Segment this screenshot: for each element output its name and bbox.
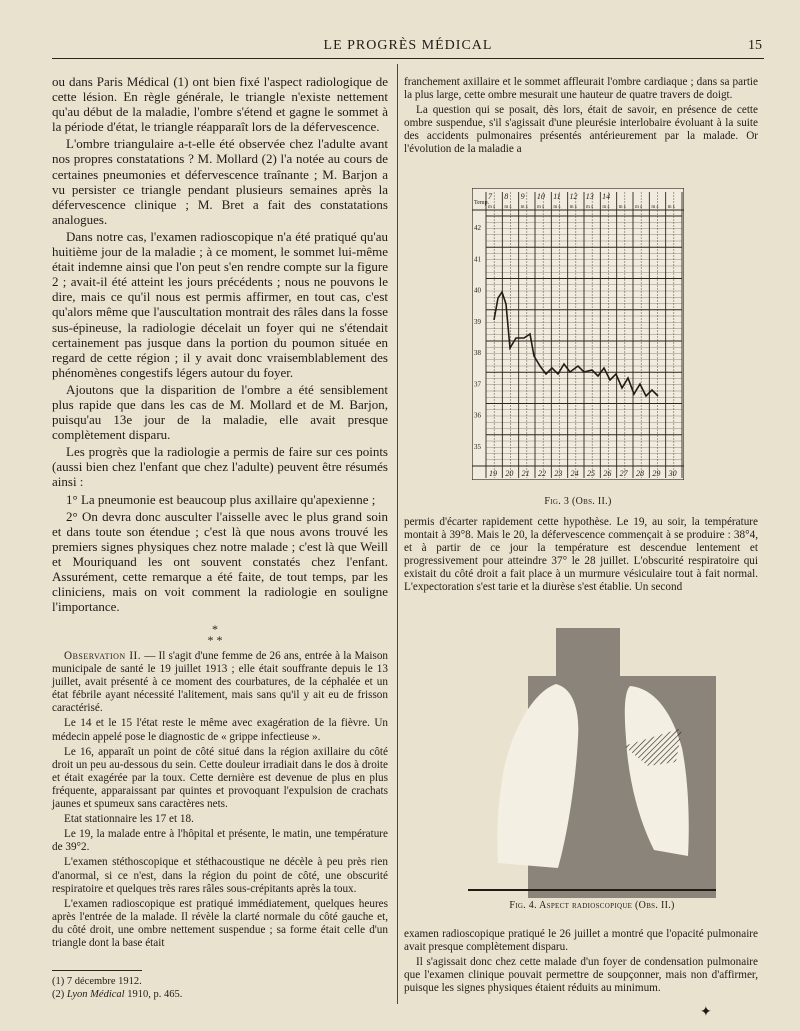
paragraph: L'examen stéthoscopique et stéthacoustique ne décèle à peu près rien d'anormal, si ce n'est, dans la région du point de côté, une obscurité respiratoire et quelques très rares râles sous-crépitants après la toux.: [52, 856, 388, 895]
paragraph: franchement axillaire et le sommet affleurait l'ombre cardiaque ; dans sa partie la plus large, cette ombre mesurait une hauteur de quatre travers de doigt.: [404, 76, 758, 102]
top-date-label: 11: [553, 192, 561, 201]
paragraph: examen radioscopique pratiqué le 26 juillet a montré que l'opacité pulmonaire avait presque complètement disparu.: [404, 928, 758, 954]
page-number: 15: [748, 38, 762, 53]
y-tick-label: 36: [474, 411, 481, 420]
paragraph: La question qui se posait, dès lors, était de savoir, en présence de cette ombre suspendue, s'il s'agissait d'une pleurésie interlobaire évoluant à la suite des accidents pulmonaires présentés antérieurement par la malade. Or l'évolution de la maladie a: [404, 104, 758, 156]
temperature-chart: [472, 188, 684, 480]
paragraph: L'ombre triangulaire a-t-elle été observée chez l'adulte avant nos propres constatations ? M. Mollard (2) l'a notée au cours de certaines pneumonies et défervescence traînante ; M. Barjon a vu persister ce triangle pendant plusieurs semaines après la défervescence clinique ; M. Bret a fait des constatations analogues.: [52, 136, 388, 227]
text: — Il s'agit d'une femme de 26 ans, entrée à la Maison municipale de santé le 19 juillet 1913 ; elle était souffrante depuis le 13 juillet, avait présenté à ce moment des courbatures, de la céphalée et un état fébrile ayant nécessité l'alitement, mais sans qu'il y ait eu de frisson caractérisé.: [52, 650, 389, 715]
paragraph: Ajoutons que la disparition de l'ombre a été sensiblement plus rapide que dans les cas de M. Mollard et de M. Barjon, puisqu'au 13e jour de la maladie, elle avait presque complètement disparu.: [52, 381, 388, 443]
bottom-date-label: 21: [521, 469, 530, 478]
stars: * *: [207, 633, 223, 647]
ornament-icon: ✦: [700, 1005, 712, 1020]
header-rule: [52, 58, 764, 59]
top-date-label: 9: [520, 192, 525, 201]
right-column-top: [404, 76, 758, 159]
bottom-date-label: 22: [538, 469, 546, 478]
paragraph: ou dans Paris Médical (1) ont bien fixé l'aspect radiologique de cette lésion. En règle générale, le triangle n'existe nettement qu'au début de la maladie, l'ombre s'étend et gagne le sommet à la période d'état, le triangle réapparaît lors de la défervescence.: [52, 74, 388, 135]
ms-label: m s: [569, 205, 577, 210]
paragraph: Le 19, la malade entre à l'hôpital et présente, le matin, une température de 39°2.: [52, 828, 388, 854]
ms-label: m s: [618, 205, 626, 210]
footnotes: [52, 975, 182, 1001]
ms-label: m s: [651, 205, 659, 210]
radioscopic-illustration: [468, 628, 716, 898]
bottom-date-label: 28: [636, 469, 644, 478]
top-date-label: 13: [585, 192, 594, 201]
paragraph: permis d'écarter rapidement cette hypothèse. Le 19, au soir, la température montait à 39°8. Mais le 20, la défervescence commençait à se produire : 38°4, et à partir de ce jour la température est descendue lentement et progressivement pour atteindre 37° le 28 juillet. L'obscurité respiratoire qui existait du côté droit a fait place à un murmure vésiculaire tout à fait normal. L'expectoration s'est tarie et la diurèse s'est établie. Un second: [404, 516, 758, 594]
bottom-date-label: 20: [505, 469, 514, 478]
paragraph: L'examen radioscopique est pratiqué immédiatement, quelques heures après l'entrée de la malade. Il révèle la clarté normale du côté gauche et, du côté droit, une ombre nettement suspendue ; sa forme était celle d'un triangle dont la base était: [52, 897, 388, 949]
chart-frame: [472, 188, 684, 480]
ms-label: m s: [504, 205, 512, 210]
footnote-rule: [52, 970, 142, 971]
top-date-label: 10: [536, 192, 545, 201]
y-tick-label: 35: [474, 442, 481, 451]
top-date-label: 14: [602, 192, 611, 201]
bottom-date-label: 23: [554, 469, 563, 478]
paragraph: Les progrès que la radiologie a permis de faire sur ces points (aussi bien chez l'enfant que chez l'adulte) peuvent être résumés ainsi :: [52, 444, 388, 490]
ms-label: m s: [667, 205, 675, 210]
neck-shadow: [556, 628, 620, 688]
column-divider: [397, 64, 398, 1004]
star: *: [212, 622, 218, 636]
top-date-label: 12: [569, 192, 578, 201]
ms-label: m s: [537, 205, 545, 210]
ms-label: m s: [602, 205, 610, 210]
bottom-date-label: 30: [668, 469, 677, 478]
journal-title: LE PROGRÈS MÉDICAL: [323, 38, 493, 53]
ms-label: m s: [586, 205, 594, 210]
figure-3-caption: Fig. 3 (Obs. II.): [544, 496, 612, 507]
y-tick-label: 37: [474, 380, 481, 389]
observation-label: Observation II.: [64, 650, 142, 662]
bottom-date-label: 19: [489, 469, 497, 478]
y-tick-label: 41: [474, 255, 481, 264]
y-tick-label: 40: [474, 286, 481, 295]
y-tick-label: 39: [474, 317, 481, 326]
footnote: (1) 7 décembre 1912.: [52, 976, 142, 987]
axis-label: Temp.: [474, 200, 490, 206]
paragraph: 1° La pneumonie est beaucoup plus axillaire qu'apexienne ;: [66, 491, 376, 507]
bottom-date-label: 25: [587, 469, 595, 478]
paragraph: 2° On devra donc ausculter l'aisselle avec le plus grand soin et dans toute son étendue ; c'est là que nous avons trouvé les premiers signes physiques chez notre malade ; c'est là que Weill et Mouriquand les ont souvent constatés chez l'enfant. Assurément, cette remarque a été faite, de tout temps, par les cliniciens, mais on voit comment la radiologie en souligne l'importance.: [52, 508, 388, 615]
bottom-date-label: 29: [652, 469, 661, 478]
ms-label: m s: [488, 205, 496, 210]
y-tick-label: 38: [474, 349, 481, 357]
top-date-label: 8: [504, 192, 509, 201]
observation-block: [52, 650, 388, 952]
bottom-date-label: 24: [570, 469, 579, 478]
ms-label: m s: [635, 205, 643, 210]
y-tick-label: 42: [474, 224, 481, 232]
ms-label: m s: [553, 205, 561, 210]
figure-4-caption: Fig. 4. Aspect radioscopique (Obs. II.): [509, 900, 675, 911]
section-separator: [200, 624, 230, 646]
paragraph: Le 14 et le 15 l'état reste le même avec exagération de la fièvre. Un médecin appelé pose le diagnostic de « grippe infectieuse ».: [52, 717, 388, 743]
bottom-date-label: 26: [603, 469, 612, 478]
paragraph: Dans notre cas, l'examen radioscopique n'a été pratiqué qu'au huitième jour de la maladie ; à ce moment, le sommet lui-même était indemne ainsi que l'on peut s'en rendre compte sur la figure 2 ; avait-il été atteint les jours précédents ; nous ne pouvons le dire, mais ce qu'il nous est permis affirmer, en tout cas, c'est qu'alors même que l'auscultation montrait des râles dans la fosse sus-épineuse, la radiologie décelait un foyer qui ne s'étendait certainement pas jusque dans la portion du poumon située en regard de cette région ; il y avait donc vraisemblablement des phénomènes congestifs légers autour du foyer.: [52, 228, 388, 380]
ms-label: m s: [520, 205, 528, 210]
right-column-middle: [404, 516, 758, 597]
running-header: [52, 38, 764, 58]
top-date-label: 7: [488, 192, 492, 201]
paragraph: [52, 650, 388, 715]
paragraph: Le 16, apparaît un point de côté situé dans la région axillaire du côté droit un peu au-dessous du sein. Cette douleur irradiait dans le dos à droite et était exagérée par la toux. Cette dernière est devenue de plus en plus fréquente, apparaissant par quintes et provoquant l'expulsion de crachats jaunes et spumeux sans caractères nets.: [52, 745, 388, 811]
left-column-body: [52, 74, 388, 616]
paragraph: Etat stationnaire les 17 et 18.: [64, 813, 194, 826]
bottom-date-label: 27: [619, 469, 628, 478]
paragraph: Il s'agissait donc chez cette malade d'un foyer de condensation pulmonaire que l'examen clinique pouvait permettre de soupçonner, mais non d'affirmer, puisque les signes physiques étaient réduits au minimum.: [404, 956, 758, 995]
footnote: (2) Lyon Médical 1910, p. 465.: [52, 989, 183, 1000]
right-column-bottom: [404, 928, 758, 997]
